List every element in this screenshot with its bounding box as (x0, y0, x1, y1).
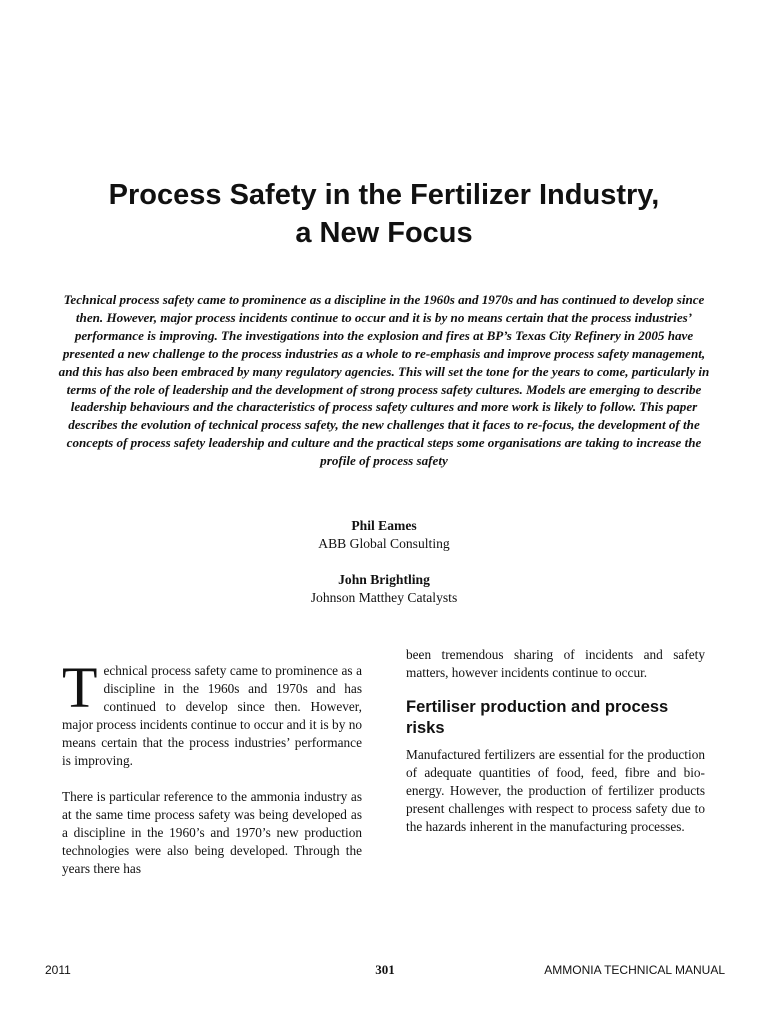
body-column-left (62, 655, 362, 878)
ammonia-paragraph: There is particular reference to the ammonia industry as at the same time process safety was being developed as a discipline in the 1960’s and 1970’s new production technologies were also being developed. Through the years there has (62, 789, 362, 876)
intro-paragraph-text: echnical process safety came to prominence as a discipline in the 1960s and 1970s and has continued to develop since then. However, major process incidents continue to occur and it is by no means certain that the process industries’ performance is improving. (62, 663, 362, 768)
abstract: Technical process safety came to prominence as a discipline in the 1960s and 1970s and has continued to develop since then. However, major process incidents continue to occur and it is by no means certain that the process industries’ performance is improving. The investigations into the explosion and fires at BP’s Texas City Refinery in 2005 have presented a new challenge to the process industries as a whole to re-emphasis and improve process safety management, and this has also been embraced by many regulatory agencies. This will set the tone for the years to come, particularly in terms of the role of leadership and the development of strong process safety cultures. Models are emerging to describe leadership behaviours and the characteristics of process safety cultures and more work is likely to follow. This paper describes the evolution of technical process safety, the new challenges that it faces to re-focus, the development of the concepts of process safety leadership and culture and the practical steps some organisations are taking to increase the profile of process safety (58, 292, 710, 469)
page-footer (45, 961, 725, 979)
fertiliser-paragraph: Manufactured fertilizers are essential for the production of adequate quantities of food, feed, fibre and bio-energy. However, the production of fertilizer products present challenges with respect to process safety due to the hazards inherent in the manufacturing processes. (406, 747, 705, 834)
section-heading: Fertiliser production and process risks (406, 698, 669, 737)
author-name: John Brightling (338, 572, 430, 587)
author-block (0, 571, 768, 607)
drop-cap: T (62, 655, 98, 720)
footer-year: 2011 (45, 963, 71, 977)
author-affiliation: Johnson Matthey Catalysts (310, 590, 458, 605)
author-block (0, 517, 768, 553)
author-name: Phil Eames (351, 518, 417, 533)
intro-paragraph (62, 655, 362, 770)
page-number: 301 (375, 962, 395, 977)
paper-title (40, 176, 728, 252)
continued-paragraph: been tremendous sharing of incidents and safety matters, however incidents continue to occur. (406, 647, 705, 680)
paper-title-line-2: a New Focus (295, 217, 473, 249)
author-affiliation: ABB Global Consulting (318, 536, 450, 551)
journal-name: AMMONIA TECHNICAL MANUAL (544, 963, 725, 977)
body-column-right (406, 646, 705, 836)
paper-title-line-1: Process Safety in the Fertilizer Industry, (108, 179, 660, 211)
